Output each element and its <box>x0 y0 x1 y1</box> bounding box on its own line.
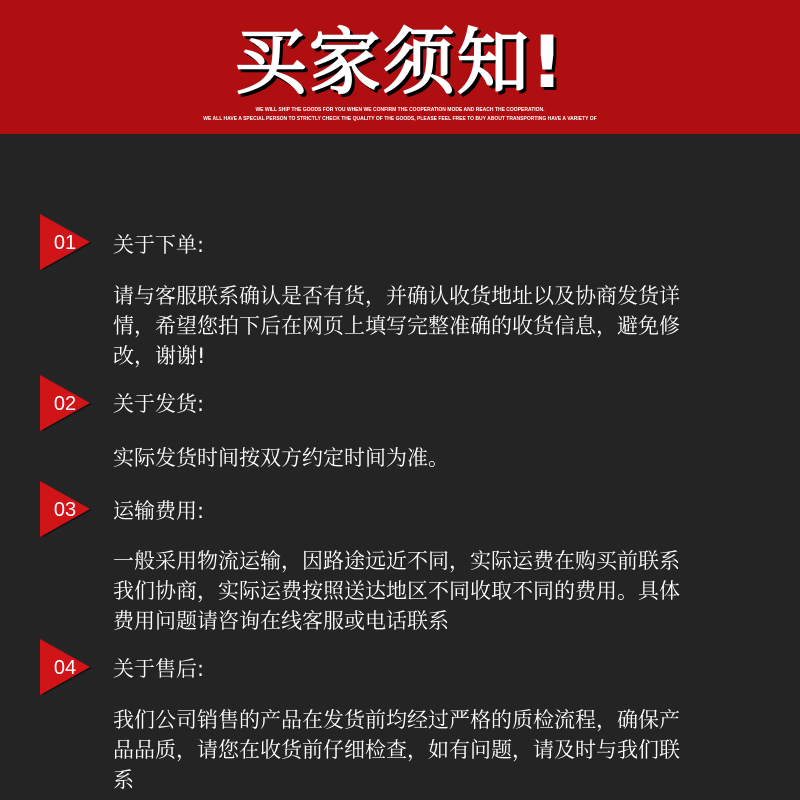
section-title-shipping: 关于发货: <box>113 392 205 416</box>
section-badge-02 <box>40 375 94 433</box>
section-title-after-sales: 关于售后: <box>113 657 205 681</box>
section-number: 02 <box>53 393 77 415</box>
header-banner <box>0 0 800 134</box>
header-subtitle-line-2: WE ALL HAVE A SPECIAL PERSON TO STRICTLY CHECK THE QUALITY OF THE GOODS, PLEASE FEEL FREE TO BUY ABOUT TRANSPORTING HAVE A VARIETY OF <box>203 116 597 122</box>
section-body-freight: 一般采用物流运输，因路途远近不同，实际运费在购买前联系 我们协商，实际运费按照送达地区不同收取不同的费用。具体 费用问题请咨询在线客服或电话联系 <box>113 549 680 633</box>
section-number: 01 <box>53 232 77 254</box>
section-body-after-sales: 我们公司销售的产品在发货前均经过严格的质检流程，确保产 品品质，请您在收货前仔细检查，如有问题，请及时与我们联 系 <box>113 708 680 792</box>
page-title: 买家须知! <box>234 20 566 104</box>
section-number: 03 <box>53 499 77 521</box>
section-body-shipping: 实际发货时间按双方约定时间为准。 <box>113 446 449 470</box>
section-title-freight: 运输费用: <box>113 499 205 523</box>
section-title-ordering: 关于下单: <box>113 233 205 257</box>
section-number: 04 <box>53 657 77 679</box>
section-badge-03 <box>40 481 94 539</box>
section-badge-01 <box>40 214 94 272</box>
header-subtitle-line-1: WE WILL SHIP THE GOODS FOR YOU WHEN WE CONFIRM THE COOPERATION MODE AND REACH THE COOPERATION. <box>255 107 545 113</box>
section-body-ordering: 请与客服联系确认是否有货，并确认收货地址以及协商发货详 情，希望您拍下后在网页上填写完整准确的收货信息，避免修 改，谢谢! <box>113 284 680 368</box>
section-badge-04 <box>40 639 94 697</box>
